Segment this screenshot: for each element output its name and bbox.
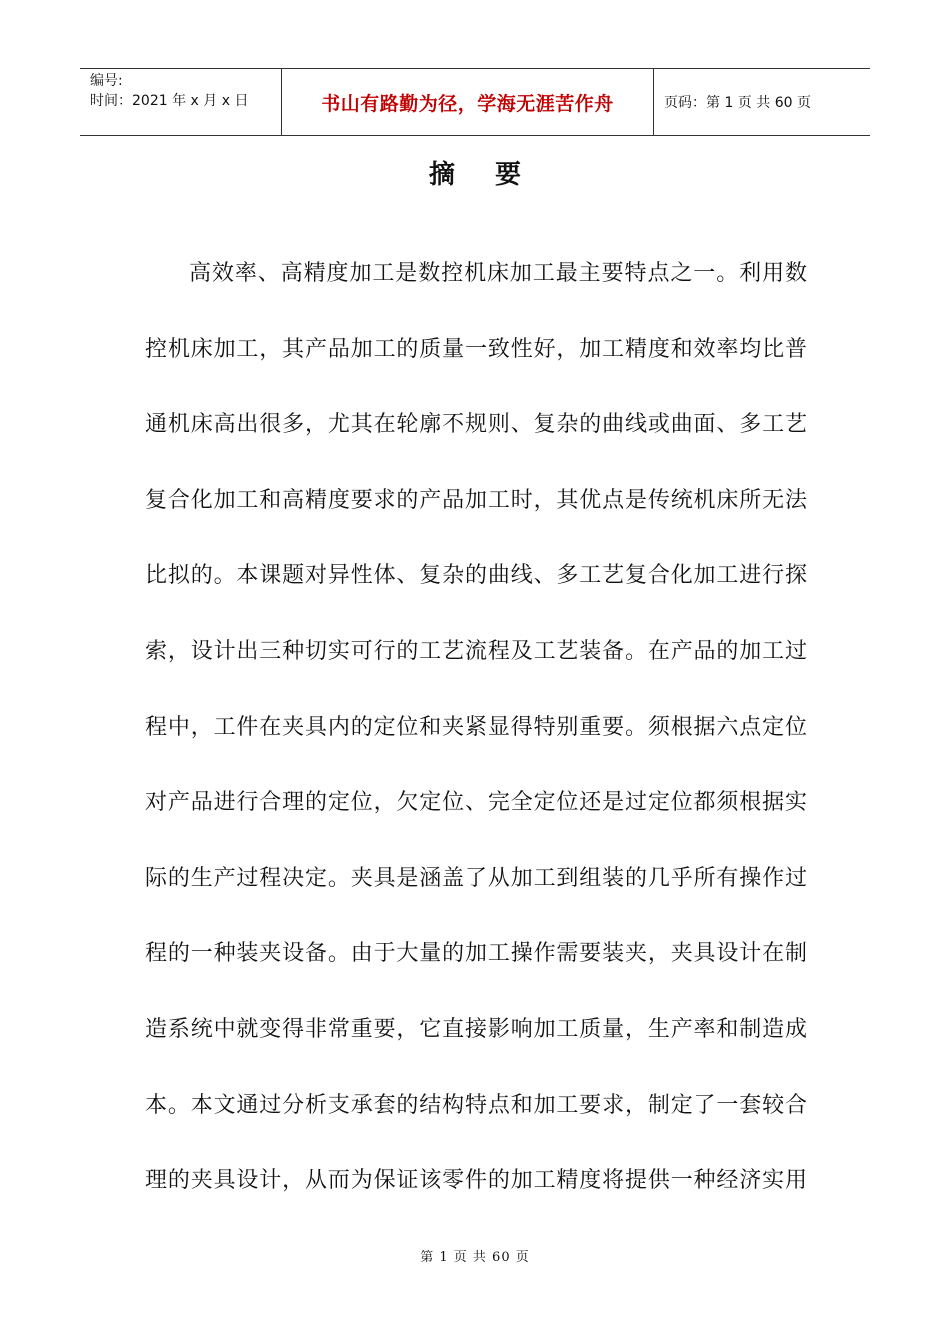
- paragraph-line: 本。本文通过分析支承套的结构特点和加工要求，制定了一套较合: [145, 1092, 807, 1118]
- paragraph-line: 比拟的。本课题对异性体、复杂的曲线、多工艺复合化加工进行探: [145, 563, 807, 589]
- paragraph-line: 索，设计出三种切实可行的工艺流程及工艺装备。在产品的加工过: [145, 638, 807, 664]
- header-meta: [80, 69, 282, 135]
- paragraph-line: 造系统中就变得非常重要，它直接影响加工质量，生产率和制造成: [145, 1016, 807, 1042]
- paragraph-line: 控机床加工，其产品加工的质量一致性好，加工精度和效率均比普: [145, 336, 807, 362]
- paragraph-line: 程的一种装夹设备。由于大量的加工操作需要装夹，夹具设计在制: [145, 941, 807, 967]
- paragraph-line: 复合化加工和高精度要求的产品加工时，其优点是传统机床所无法: [145, 487, 807, 513]
- paragraph-line: 对产品进行合理的定位，欠定位、完全定位还是过定位都须根据实: [145, 790, 807, 816]
- paragraph-line: 高效率、高精度加工是数控机床加工最主要特点之一。利用数: [189, 261, 807, 286]
- header-page-info: 页码：第 1 页 共 60 页: [664, 95, 811, 111]
- number-label: 编号:: [90, 73, 123, 89]
- paragraph-line: 程中，工件在夹具内的定位和夹紧显得特别重要。须根据六点定位: [145, 714, 807, 740]
- header-motto: 书山有路勤为径，学海无涯苦作舟: [282, 69, 654, 135]
- page-title: 摘要: [428, 160, 561, 190]
- abstract-paragraph: [145, 254, 807, 1237]
- paragraph-line: 通机床高出很多，尤其在轮廓不规则、复杂的曲线或曲面、多工艺: [145, 412, 807, 438]
- page-header: [80, 68, 870, 136]
- date-label: 时间：2021 年 x 月 x 日: [90, 93, 249, 109]
- paragraph-line: 际的生产过程决定。夹具是涵盖了从加工到组装的几乎所有操作过: [145, 865, 807, 891]
- page-footer: 第 1 页 共 60 页: [420, 1250, 530, 1265]
- paragraph-line: 理的夹具设计，从而为保证该零件的加工精度将提供一种经济实用: [145, 1168, 807, 1194]
